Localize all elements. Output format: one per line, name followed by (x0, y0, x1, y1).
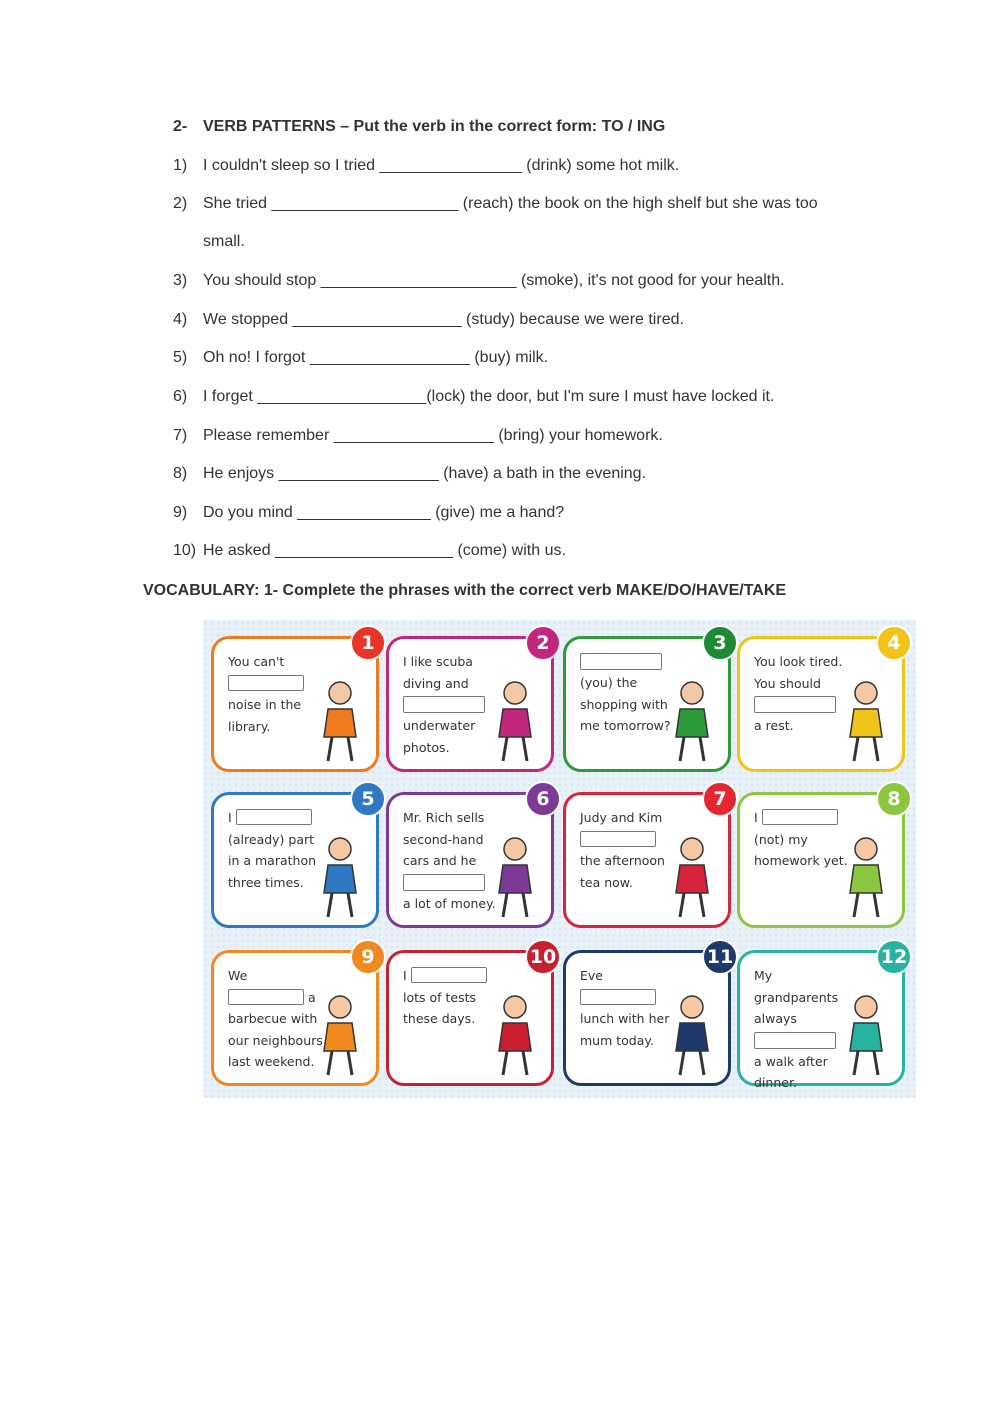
exercise-sentence[interactable]: He asked ____________________ (come) with us. (203, 542, 566, 559)
phrase-before-blank: My grandparents always (754, 968, 839, 1026)
phrase-before-blank: I (754, 810, 758, 825)
exercise-continuation: small. (203, 233, 245, 250)
vocab-card (211, 946, 379, 1086)
vocab-card (211, 632, 379, 772)
phrase-before-blank: I (228, 810, 232, 825)
cartoon-figure-icon (310, 831, 370, 921)
cartoon-figure-icon (836, 989, 896, 1079)
phrase-before-blank: I (403, 968, 407, 983)
card-number-badge: 8 (876, 781, 912, 817)
exercise-item (173, 349, 548, 367)
exercise-number: 3) (173, 272, 188, 289)
vocab-card (386, 632, 554, 772)
phrase-before-blank: Judy and Kim (580, 810, 663, 825)
vocab-card (211, 788, 379, 928)
phrase-after-blank: underwater photos. (403, 718, 476, 755)
vocab-card (563, 788, 731, 928)
exercise-number: 10) (173, 542, 197, 559)
exercise-sentence[interactable]: You should stop ______________________ (smoke), it's not good for your health. (203, 272, 785, 289)
cartoon-figure-icon (662, 989, 722, 1079)
answer-input-box[interactable] (403, 696, 485, 713)
exercise-item (173, 542, 566, 560)
exercise-item (173, 272, 785, 290)
exercise-sentence[interactable]: Please remember __________________ (bring) your homework. (203, 427, 663, 444)
cartoon-figure-icon (836, 675, 896, 765)
cartoon-figure-icon (662, 831, 722, 921)
exercise-item (173, 427, 663, 445)
phrase-before-blank: I like scuba diving and (403, 654, 473, 691)
phrase-after-blank: a barbecue with our neighbours last weekend. (228, 989, 323, 1069)
exercise-item (173, 157, 679, 175)
card-number-badge: 5 (350, 781, 386, 817)
section-number: 2- (173, 118, 188, 135)
exercise-number: 7) (173, 427, 188, 444)
cartoon-figure-icon (485, 989, 545, 1079)
phrase-after-blank: a walk after dinner. (754, 1053, 828, 1090)
exercise-sentence[interactable]: I forget ___________________(lock) the door, but I'm sure I must have locked it. (203, 388, 775, 405)
card-number-badge: 7 (702, 781, 738, 817)
vocab-card (737, 632, 905, 772)
answer-input-box[interactable] (403, 874, 485, 891)
card-number-badge: 6 (525, 781, 561, 817)
phrase-after-blank: lunch with her mum today. (580, 1011, 670, 1048)
exercise-item (173, 388, 774, 406)
answer-input-box[interactable] (228, 675, 304, 691)
answer-input-box[interactable] (754, 696, 836, 713)
card-number-badge: 1 (350, 625, 386, 661)
phrase-after-blank: (you) the shopping with me tomorrow? (580, 675, 671, 733)
phrase-after-blank: a lot of money. (403, 895, 496, 911)
exercise-number: 5) (173, 349, 188, 366)
exercise-sentence[interactable]: She tried _____________________ (reach) the book on the high shelf but she was too (203, 195, 818, 212)
exercise-number: 8) (173, 465, 188, 482)
phrase-after-blank: (already) part in a marathon three times. (228, 831, 317, 890)
phrase-before-blank: Eve (580, 968, 603, 983)
exercise-sentence[interactable]: We stopped ___________________ (study) because we were tired. (203, 311, 684, 328)
answer-input-box[interactable] (580, 653, 662, 670)
answer-input-box[interactable] (228, 989, 304, 1005)
card-number-badge: 11 (702, 939, 738, 975)
vocab-card (386, 946, 557, 1086)
cartoon-figure-icon (485, 831, 545, 921)
vocab-card (563, 632, 731, 772)
answer-input-box[interactable] (411, 967, 487, 983)
phrase-before-blank: You look tired. You should (754, 654, 843, 691)
exercise-number: 1) (173, 157, 188, 174)
card-number-badge: 3 (702, 625, 738, 661)
exercise-number: 9) (173, 504, 188, 521)
card-number-badge: 12 (876, 939, 912, 975)
exercise-number: 2) (173, 195, 188, 212)
card-number-badge: 10 (525, 939, 561, 975)
section-2-heading (173, 118, 665, 136)
cartoon-figure-icon (485, 675, 545, 765)
exercise-item (173, 311, 684, 329)
answer-input-box[interactable] (580, 831, 656, 847)
phrase-before-blank: We (228, 968, 248, 983)
card-number-badge: 4 (876, 625, 912, 661)
phrase-after-blank: lots of tests these days. (403, 989, 477, 1026)
vocabulary-card-grid (203, 620, 916, 1098)
answer-input-box[interactable] (580, 989, 656, 1005)
card-number-badge: 2 (525, 625, 561, 661)
exercise-item (173, 195, 818, 213)
cartoon-figure-icon (310, 675, 370, 765)
exercise-number: 4) (173, 311, 188, 328)
phrase-after-blank: noise in the library. (228, 697, 302, 734)
cartoon-figure-icon (836, 831, 896, 921)
exercise-number: 6) (173, 388, 188, 405)
vocab-card (386, 788, 554, 928)
answer-input-box[interactable] (236, 809, 312, 825)
section-title: VERB PATTERNS – Put the verb in the correct form: TO / ING (203, 118, 666, 135)
phrase-after-blank: the afternoon tea now. (580, 853, 665, 890)
phrase-after-blank: (not) my homework yet. (754, 831, 848, 868)
phrase-before-blank: You can't (228, 654, 285, 669)
vocabulary-heading: VOCABULARY: 1- Complete the phrases with the correct verb MAKE/DO/HAVE/TAKE (143, 582, 787, 599)
vocab-card (737, 788, 905, 928)
phrase-after-blank: a rest. (754, 718, 794, 733)
phrase-before-blank: Mr. Rich sells second-hand cars and he (403, 810, 485, 868)
card-number-badge: 9 (350, 939, 386, 975)
exercise-item (173, 465, 646, 483)
vocab-card (737, 946, 908, 1090)
cartoon-figure-icon (662, 675, 722, 765)
exercise-item (173, 504, 564, 522)
vocab-card (563, 946, 734, 1086)
exercise-sentence[interactable]: I couldn't sleep so I tried ________________ (drink) some hot milk. (203, 157, 680, 174)
exercise-sentence[interactable]: He enjoys __________________ (have) a bath in the evening. (203, 465, 647, 482)
answer-input-box[interactable] (754, 1032, 836, 1049)
exercise-sentence[interactable]: Oh no! I forgot __________________ (buy) milk. (203, 349, 549, 366)
exercise-sentence[interactable]: Do you mind _______________ (give) me a hand? (203, 504, 565, 521)
cartoon-figure-icon (310, 989, 370, 1079)
answer-input-box[interactable] (762, 809, 838, 825)
